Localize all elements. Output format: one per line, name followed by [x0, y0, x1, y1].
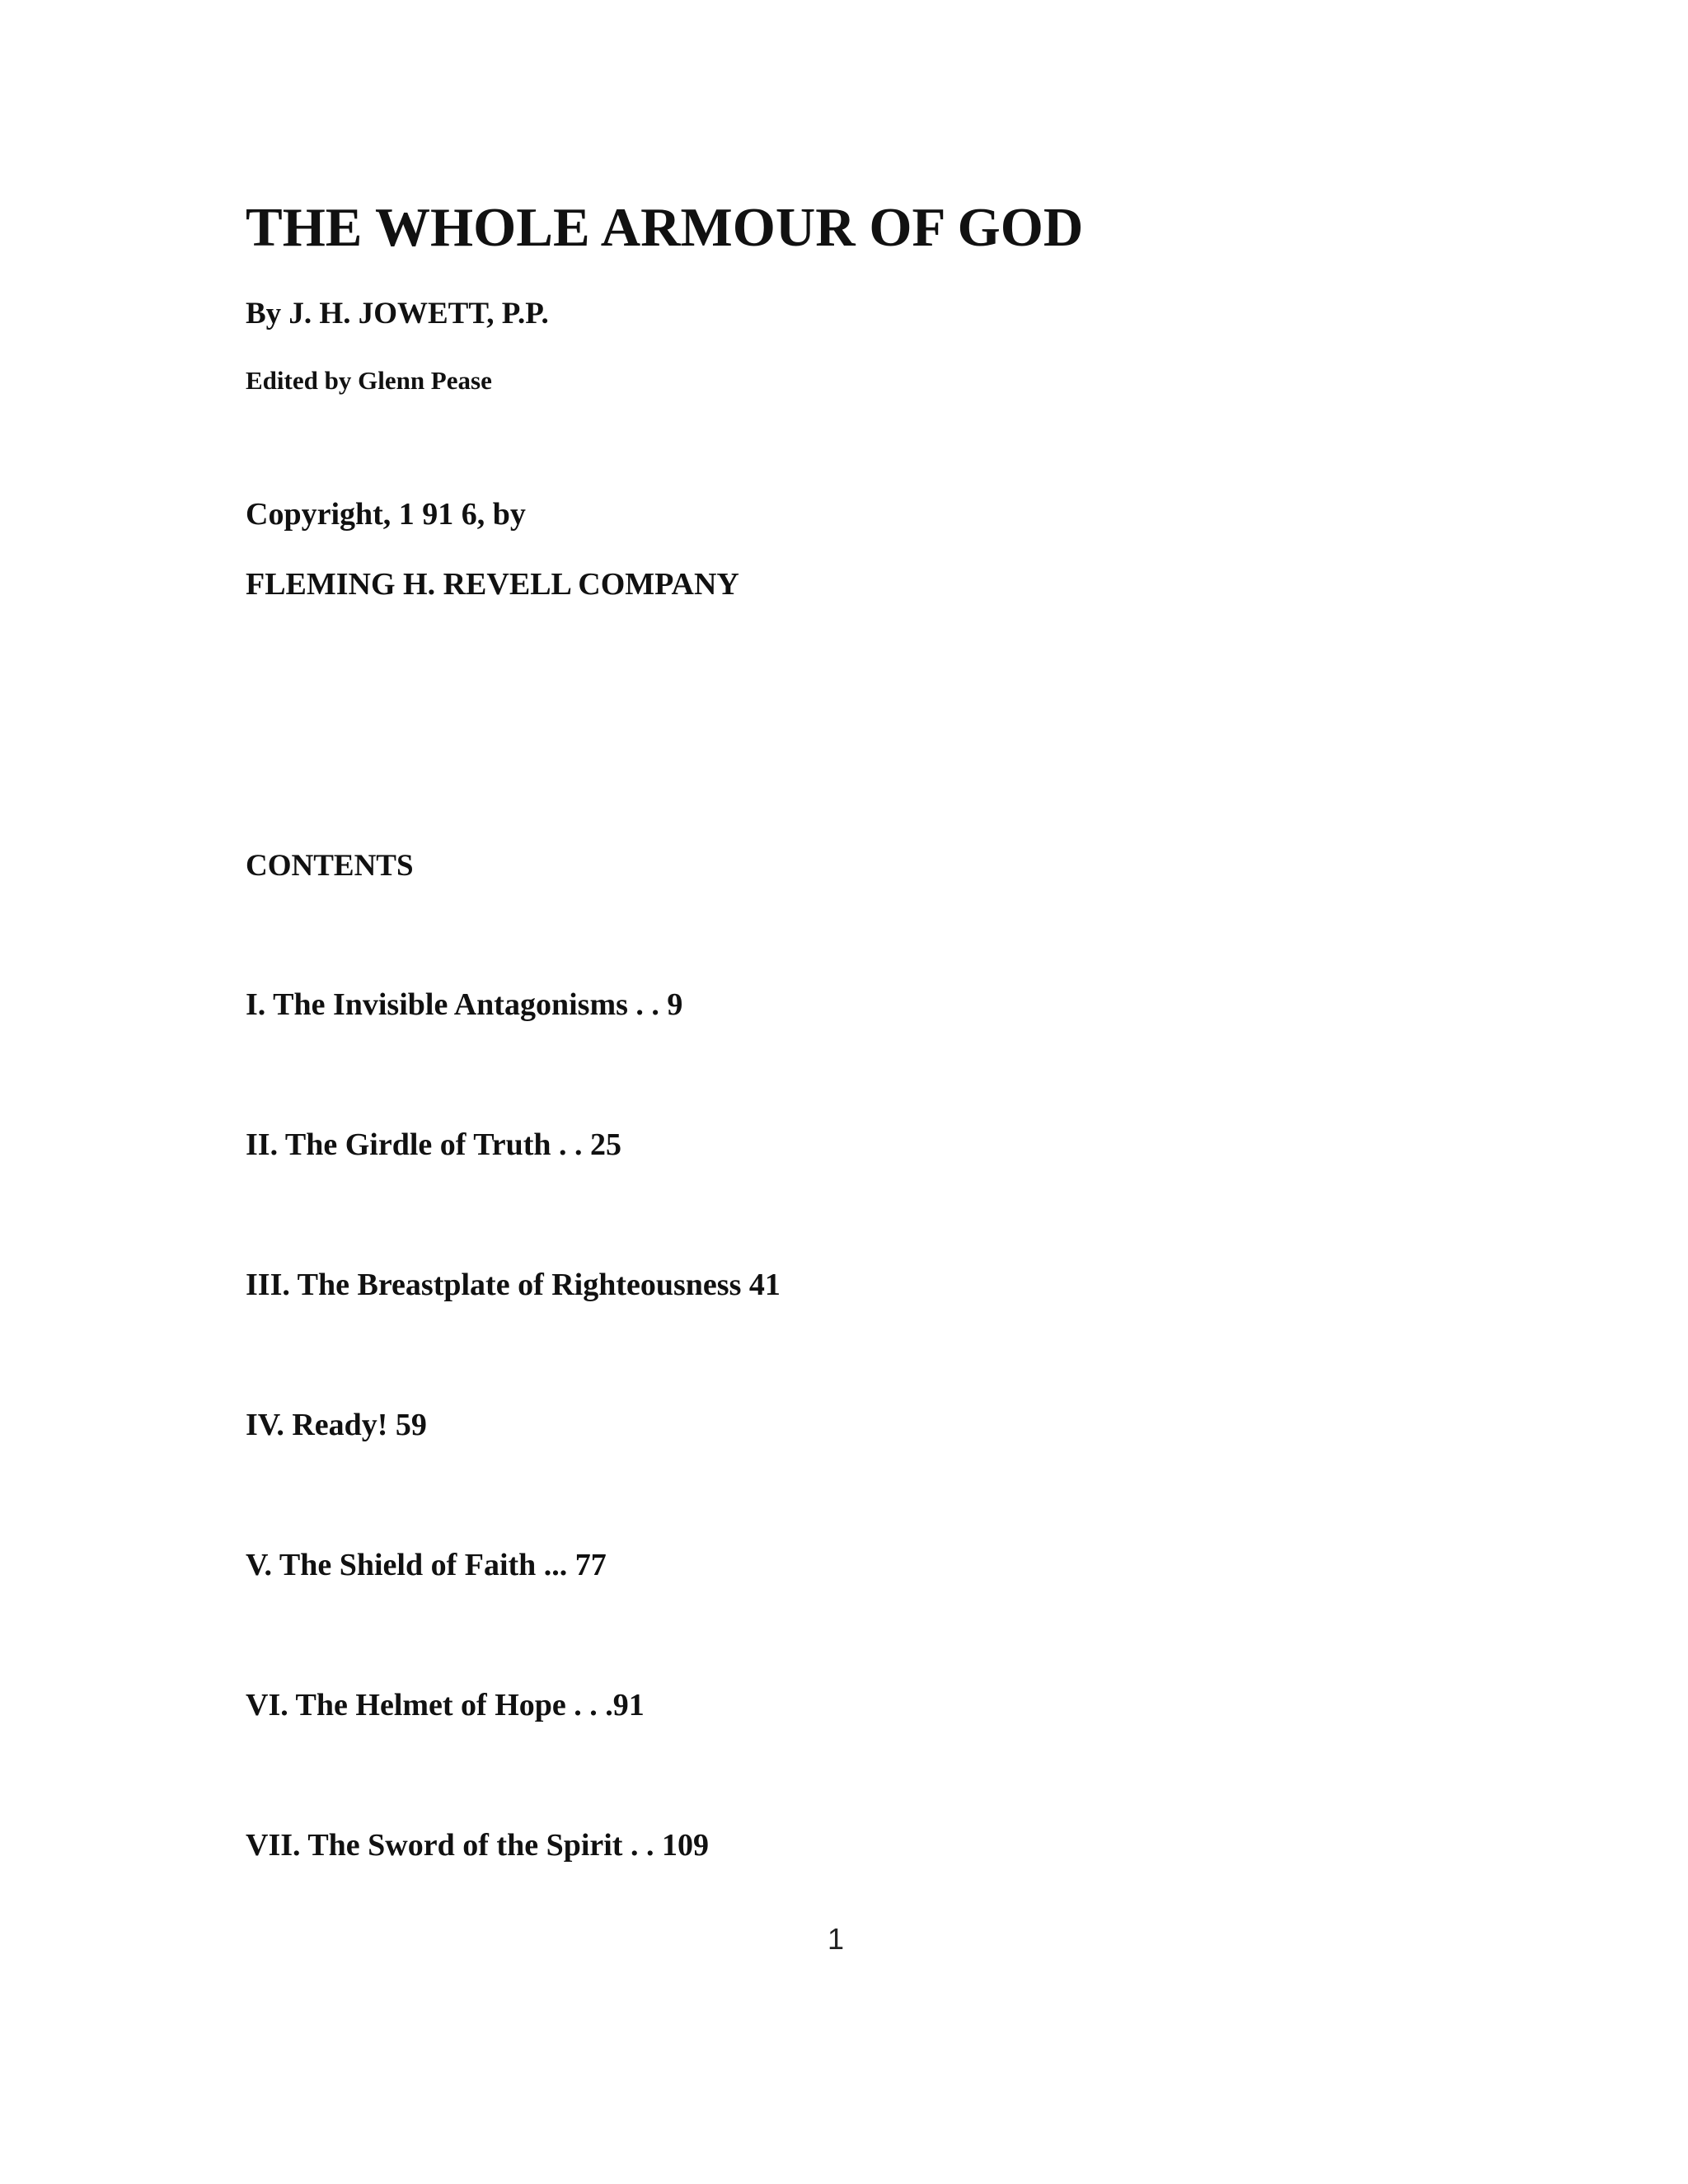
publisher-line: FLEMING H. REVELL COMPANY	[246, 567, 739, 602]
contents-item: V. The Shield of Faith ... 77	[246, 1548, 607, 1582]
contents-item: I. The Invisible Antagonisms . . 9	[246, 987, 683, 1022]
document-title: THE WHOLE ARMOUR OF GOD	[246, 197, 1084, 258]
contents-item: VII. The Sword of the Spirit . . 109	[246, 1828, 709, 1863]
contents-item: III. The Breastplate of Righteousness 41	[246, 1268, 781, 1302]
author-line: By J. H. JOWETT, P.P.	[246, 297, 549, 330]
contents-item: VI. The Helmet of Hope . . .91	[246, 1688, 645, 1722]
editor-line: Edited by Glenn Pease	[246, 366, 492, 395]
contents-item: IV. Ready! 59	[246, 1408, 427, 1442]
contents-item: II. The Girdle of Truth . . 25	[246, 1127, 622, 1162]
contents-heading: CONTENTS	[246, 849, 414, 883]
page-number: 1	[827, 1922, 845, 1956]
copyright-line: Copyright, 1 91 6, by	[246, 497, 526, 532]
